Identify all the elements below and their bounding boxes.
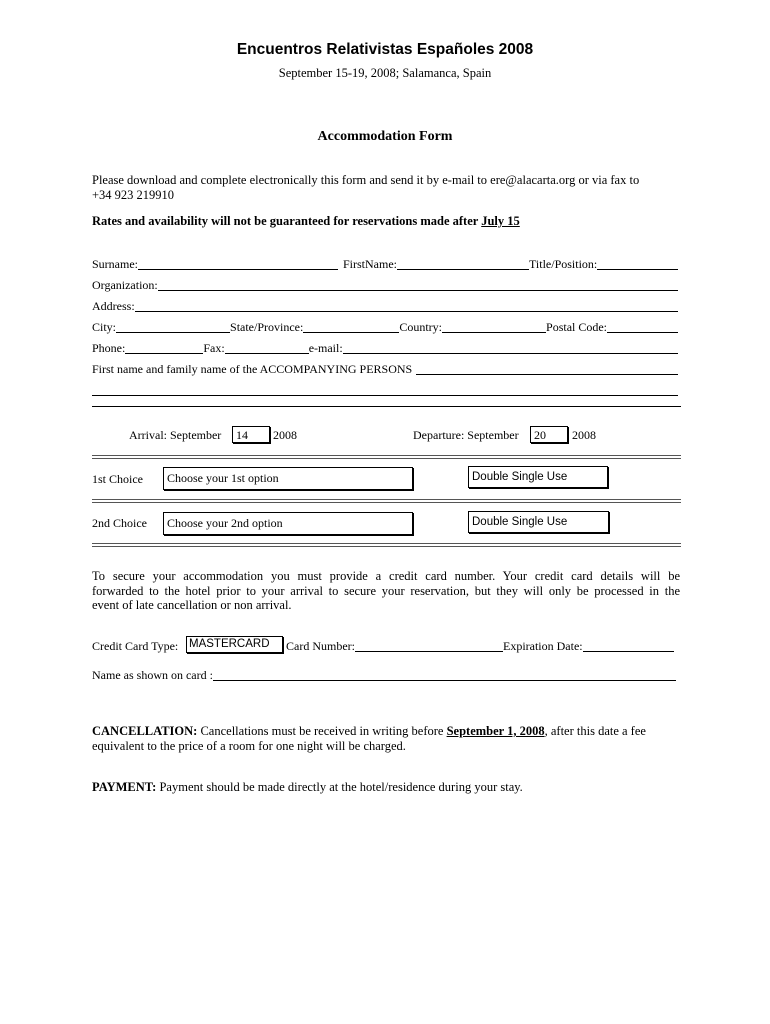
intro-line-2: +34 923 219910 (92, 187, 175, 202)
card-number-row (286, 638, 674, 654)
accompanying-field-2[interactable] (92, 383, 678, 396)
city-field[interactable] (116, 320, 230, 333)
organization-label: Organization: (92, 278, 158, 292)
cancellation-deadline: September 1, 2008 (446, 724, 545, 738)
email-label: e-mail: (308, 341, 343, 355)
firstname-field[interactable] (397, 257, 529, 270)
arrival-year: 2008 (273, 428, 297, 442)
card-type-label: Credit Card Type: (92, 639, 179, 653)
card-number-label: Card Number: (286, 639, 355, 653)
address-field[interactable] (135, 299, 678, 312)
section-divider (92, 406, 681, 407)
second-choice-select[interactable]: Choose your 2nd option (163, 512, 413, 535)
cancellation-policy (92, 724, 646, 753)
cancellation-text: Cancellations must be received in writing before (197, 724, 447, 738)
postal-code-label: Postal Code: (546, 320, 608, 334)
card-name-row (92, 667, 676, 683)
organization-field[interactable] (158, 278, 678, 291)
intro-line-1: Please download and complete electronically this form and send it by e-mail to ere@alacarta.org or via fax to (92, 173, 640, 187)
first-choice-label: 1st Choice (92, 472, 143, 486)
name-row (92, 256, 678, 272)
card-name-field[interactable] (213, 668, 676, 681)
second-room-type-select[interactable]: Double Single Use (468, 511, 609, 533)
country-field[interactable] (442, 320, 546, 333)
payment-policy (92, 780, 523, 795)
contact-row (92, 340, 678, 356)
card-number-field[interactable] (355, 639, 503, 652)
credit-notice-line-1: To secure your accommodation you must provide a credit card number. Your credit card details will be (92, 569, 680, 583)
form-title: Accommodation Form (317, 129, 453, 144)
choices-end-divider (92, 543, 681, 547)
arrival-day-input[interactable]: 14 (232, 426, 270, 443)
accompanying-row-2 (92, 382, 678, 398)
payment-text: Payment should be made directly at the hotel/residence during your stay. (156, 780, 523, 794)
organization-row (92, 277, 678, 293)
phone-field[interactable] (125, 341, 203, 354)
departure-label: Departure: September (413, 428, 519, 442)
credit-card-notice (92, 569, 680, 613)
card-name-label: Name as shown on card : (92, 668, 213, 682)
conference-title: Encuentros Relativistas Españoles 2008 (236, 41, 534, 58)
rates-notice (92, 214, 520, 229)
fax-label: Fax: (203, 341, 225, 355)
accompanying-field[interactable] (416, 362, 678, 375)
postal-code-field[interactable] (607, 320, 678, 333)
cancellation-heading: CANCELLATION: (92, 724, 198, 738)
second-choice-label: 2nd Choice (92, 516, 147, 530)
email-field[interactable] (343, 341, 678, 354)
arrival-label: Arrival: September (129, 428, 222, 442)
rates-deadline-date: July 15 (481, 214, 520, 228)
expiration-date-field[interactable] (583, 639, 674, 652)
cancellation-line-2: equivalent to the price of a room for one night will be charged. (92, 738, 406, 753)
city-row (92, 319, 678, 335)
country-label: Country: (399, 320, 443, 334)
city-label: City: (92, 320, 117, 334)
departure-day-input[interactable]: 20 (530, 426, 568, 443)
expiration-date-label: Expiration Date: (502, 639, 583, 653)
fax-field[interactable] (225, 341, 309, 354)
title-position-field[interactable] (597, 257, 678, 270)
departure-year: 2008 (572, 428, 596, 442)
credit-notice-line-2: forwarded to the hotel prior to your arrival to secure your reservation, but they will only be processed in the (92, 583, 680, 598)
firstname-label: FirstName: (343, 257, 397, 271)
surname-field[interactable] (138, 257, 338, 270)
state-province-field[interactable] (303, 320, 399, 333)
first-room-type-select[interactable]: Double Single Use (468, 466, 608, 488)
accompanying-label: First name and family name of the ACCOMPANYING PERSONS (92, 362, 413, 376)
first-choice-select[interactable]: Choose your 1st option (163, 467, 413, 490)
credit-notice-line-3: event of late cancellation or non arrival. (92, 598, 292, 612)
card-type-select[interactable]: MASTERCARD (186, 636, 283, 653)
cancellation-text-2: , after this date a fee (544, 724, 646, 738)
choice-divider (92, 499, 681, 503)
title-position-label: Title/Position: (529, 257, 598, 271)
intro-text (92, 173, 639, 202)
address-row (92, 298, 678, 314)
rates-notice-text: Rates and availability will not be guaranteed for reservations made after (92, 214, 482, 228)
conference-subtitle: September 15-19, 2008; Salamanca, Spain (278, 66, 492, 80)
dates-divider (92, 455, 681, 459)
phone-label: Phone: (92, 341, 126, 355)
state-province-label: State/Province: (230, 320, 304, 334)
address-label: Address: (92, 299, 135, 313)
payment-heading: PAYMENT: (92, 780, 157, 794)
surname-label: Surname: (92, 257, 138, 271)
accompanying-row (92, 361, 678, 377)
